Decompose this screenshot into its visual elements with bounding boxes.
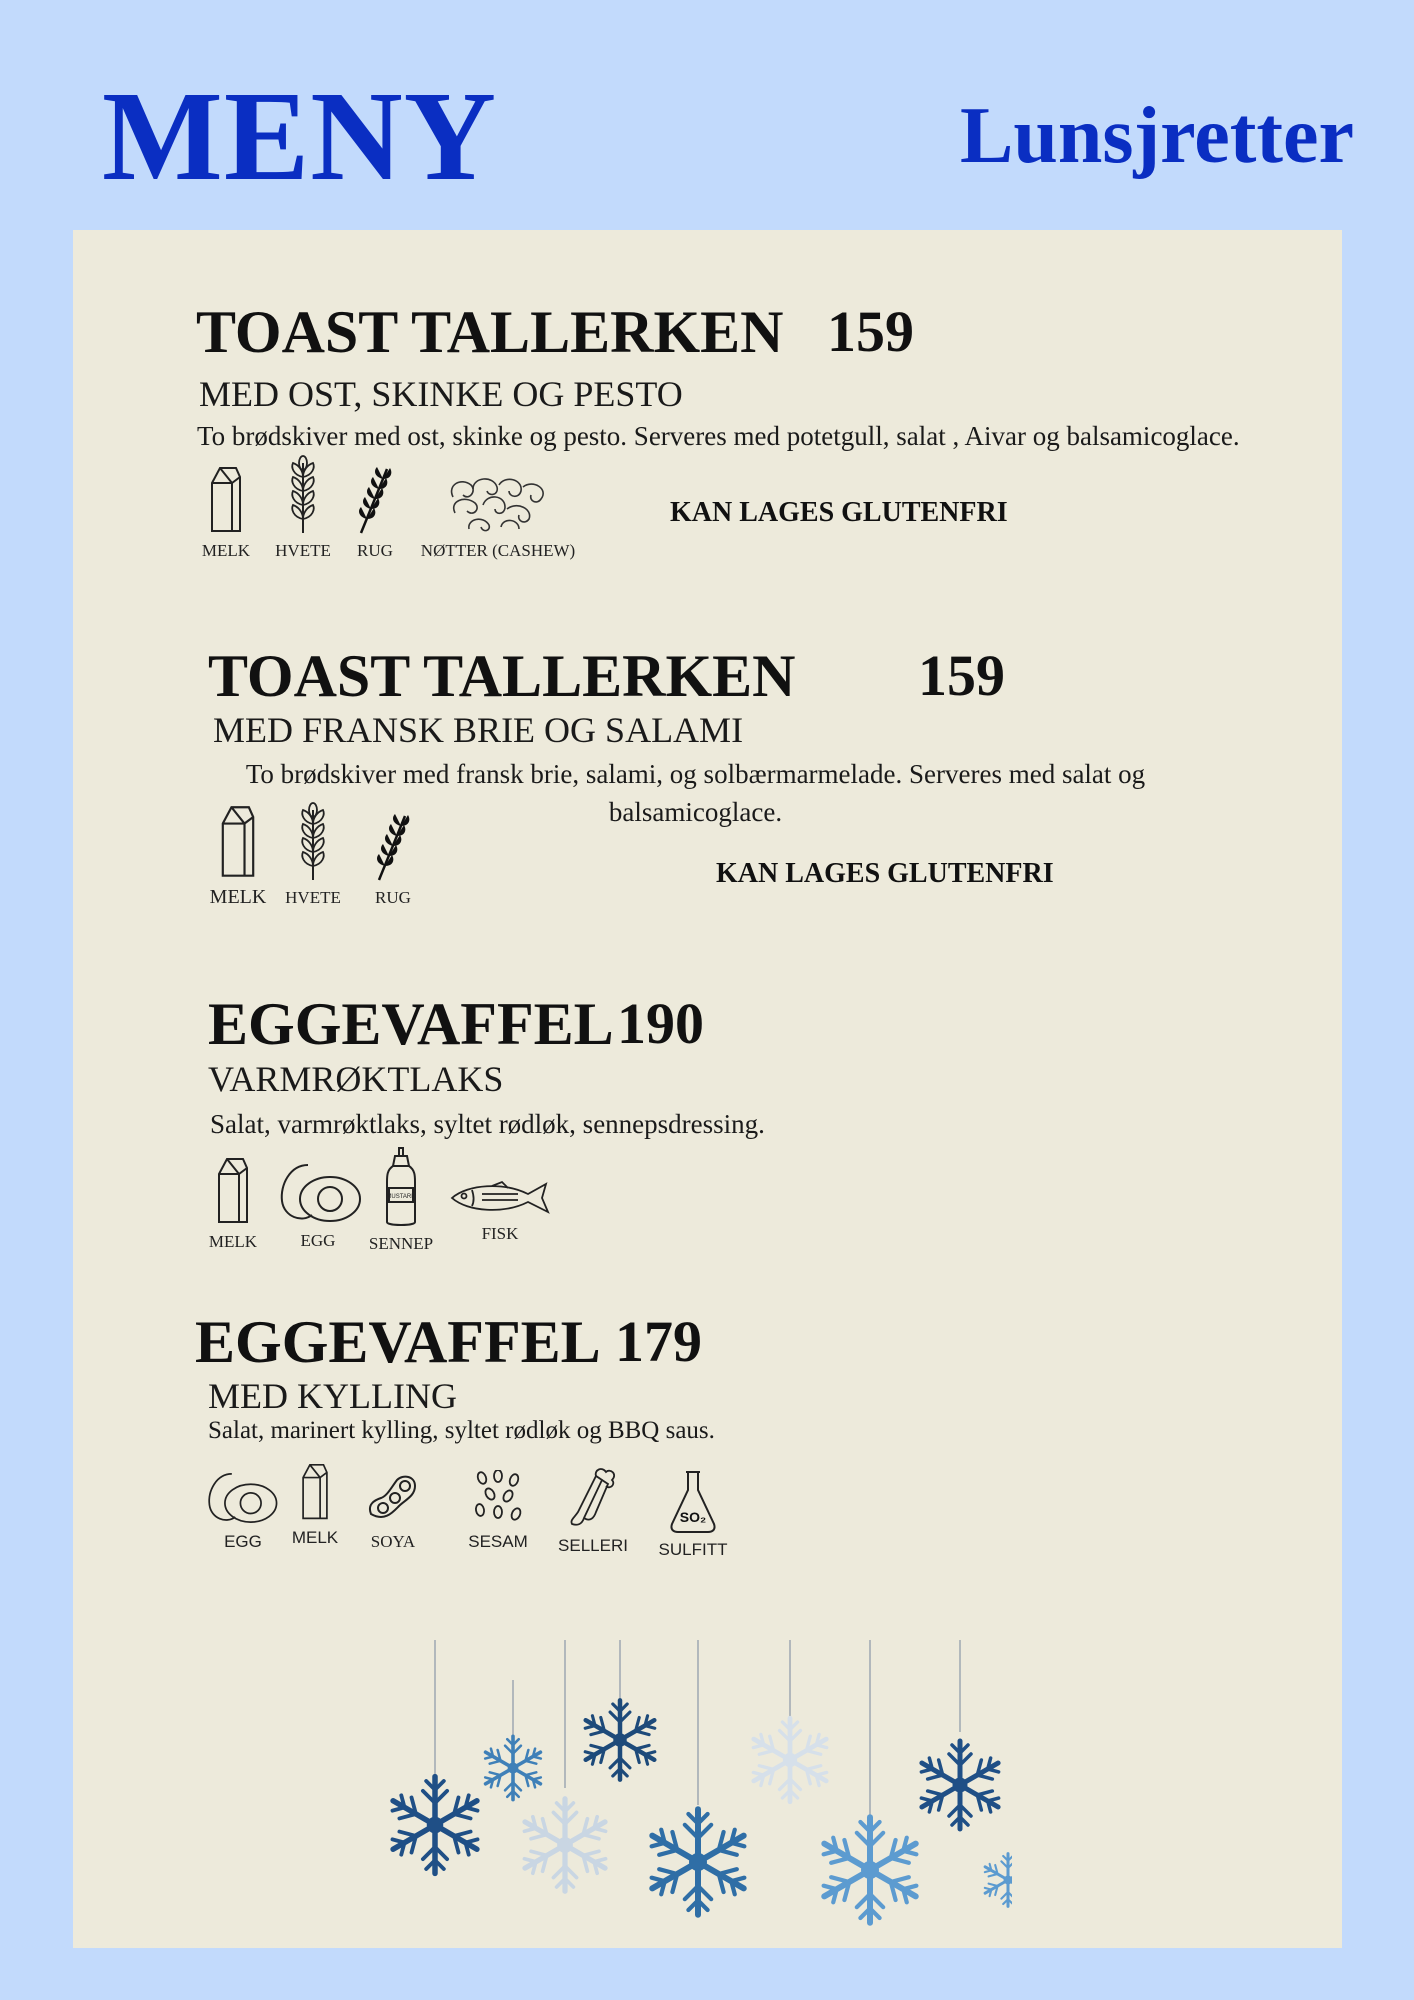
milk-carton-icon bbox=[206, 465, 246, 535]
menu-panel bbox=[73, 230, 1342, 1948]
item-title: TOAST TALLERKEN bbox=[208, 643, 796, 709]
allergen-label: SENNEP bbox=[368, 1234, 434, 1253]
allergen-label: MELK bbox=[291, 1528, 339, 1547]
item-subtitle: MED OST, SKINKE OG PESTO bbox=[199, 374, 683, 414]
rye-icon bbox=[355, 465, 395, 535]
allergen-sesam bbox=[463, 1470, 533, 1552]
milk-carton-icon bbox=[298, 1462, 332, 1522]
allergen-melk bbox=[203, 804, 273, 909]
item-title: EGGEVAFFEL bbox=[208, 991, 614, 1057]
allergen-label: SULFITT bbox=[658, 1540, 728, 1559]
gluten-free-note: KAN LAGES GLUTENFRI bbox=[716, 858, 1054, 889]
allergen-soya bbox=[363, 1470, 423, 1552]
gluten-free-note: KAN LAGES GLUTENFRI bbox=[670, 497, 1008, 528]
allergen-label: EGG bbox=[224, 1532, 262, 1551]
allergen-hvete bbox=[268, 455, 338, 561]
sulfite-flask-icon bbox=[668, 1470, 718, 1534]
allergen-label: NØTTER (CASHEW) bbox=[420, 541, 576, 560]
svg-text:MUSTARD: MUSTARD bbox=[386, 1194, 416, 1200]
menu-title: MENY bbox=[102, 65, 498, 207]
menu-subtitle: Lunsjretter bbox=[960, 92, 1354, 180]
egg-icon bbox=[206, 1470, 280, 1526]
item-price: 159 bbox=[918, 643, 1005, 708]
egg-icon bbox=[278, 1161, 364, 1225]
allergen-rug bbox=[363, 812, 423, 908]
allergen-melk bbox=[285, 1462, 345, 1548]
item-description: Salat, marinert kylling, syltet rødløk og BBQ saus. bbox=[208, 1417, 715, 1444]
soy-icon bbox=[365, 1470, 421, 1526]
allergen-label: RUG bbox=[357, 541, 393, 560]
allergen-egg bbox=[203, 1470, 283, 1552]
item-title: EGGEVAFFEL bbox=[195, 1309, 601, 1375]
mustard-bottle-icon bbox=[383, 1146, 419, 1228]
allergen-label: RUG bbox=[375, 888, 411, 907]
rye-icon bbox=[373, 812, 413, 882]
allergen-notter bbox=[413, 475, 583, 561]
allergen-label: HVETE bbox=[275, 541, 331, 560]
item-price: 190 bbox=[617, 991, 704, 1056]
item-price: 179 bbox=[615, 1309, 702, 1374]
item-subtitle: VARMRØKTLAKS bbox=[208, 1059, 504, 1099]
allergen-melk bbox=[203, 1156, 263, 1252]
svg-text:SO₂: SO₂ bbox=[679, 1509, 707, 1525]
item-price: 159 bbox=[827, 299, 914, 364]
allergen-label: HVETE bbox=[285, 888, 341, 907]
wheat-icon bbox=[293, 802, 333, 882]
milk-carton-icon bbox=[216, 804, 260, 880]
allergen-selleri bbox=[553, 1466, 633, 1556]
allergen-label: MELK bbox=[209, 886, 267, 908]
wheat-icon bbox=[283, 455, 323, 535]
allergen-sennep bbox=[366, 1146, 436, 1254]
allergen-egg bbox=[278, 1161, 358, 1251]
allergen-label: MELK bbox=[208, 1232, 258, 1251]
fish-icon bbox=[448, 1178, 552, 1218]
item-description: To brødskiver med fransk brie, salami, og solbærmarmelade. Serveres med salat og balsamicoglace. bbox=[245, 759, 1146, 827]
item-title: TOAST TALLERKEN bbox=[196, 299, 784, 365]
allergen-melk bbox=[191, 465, 261, 561]
allergen-label: MELK bbox=[201, 541, 251, 560]
allergen-sulfitt bbox=[653, 1470, 733, 1560]
allergen-label: SESAM bbox=[468, 1532, 528, 1551]
item-subtitle: MED KYLLING bbox=[208, 1376, 457, 1416]
allergen-label: SOYA bbox=[370, 1532, 416, 1551]
item-description: Salat, varmrøktlaks, syltet rødløk, sennepsdressing. bbox=[210, 1109, 765, 1139]
allergen-label: EGG bbox=[300, 1231, 336, 1250]
allergen-label: SELLERI bbox=[558, 1536, 628, 1555]
allergen-fisk bbox=[445, 1178, 555, 1244]
celery-icon bbox=[568, 1466, 618, 1530]
snowflake-ornaments bbox=[380, 1640, 1012, 1950]
allergen-hvete bbox=[278, 802, 348, 908]
item-subtitle: MED FRANSK BRIE OG SALAMI bbox=[213, 710, 744, 750]
allergen-label: FISK bbox=[481, 1224, 519, 1243]
item-description: To brødskiver med ost, skinke og pesto. Serveres med potetgull, salat , Aivar og balsamicoglace. bbox=[197, 421, 1240, 451]
allergen-rug bbox=[345, 465, 405, 561]
milk-carton-icon bbox=[213, 1156, 253, 1226]
sesame-icon bbox=[470, 1470, 526, 1526]
cashew-nuts-icon bbox=[443, 475, 553, 535]
